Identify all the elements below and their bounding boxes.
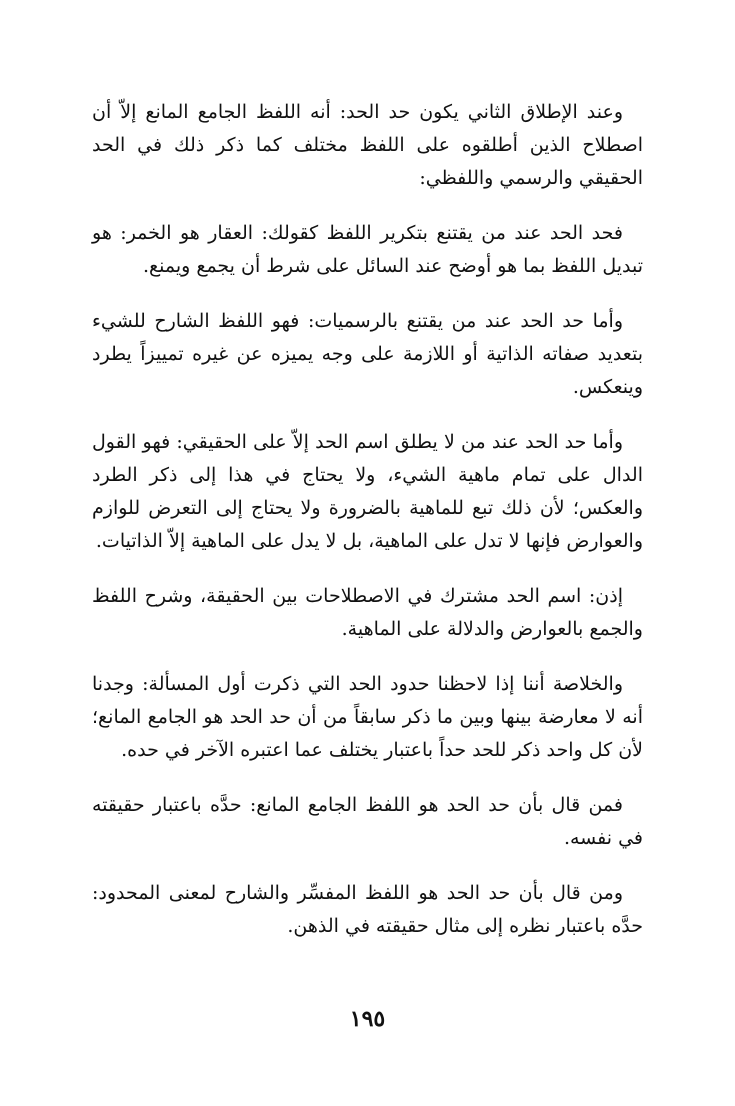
paragraph-8: ومن قال بأن حد الحد هو اللفظ المفسِّر والشارح لمعنى المحدود: حدَّه باعتبار نظره إلى مثال حقيقته في الذهن.	[92, 882, 643, 937]
paragraph-separator	[92, 290, 643, 291]
paragraph-separator	[92, 653, 643, 654]
page-number: ١٩٥	[349, 1006, 386, 1032]
paragraph-4: وأما حد الحد عند من لا يطلق اسم الحد إلاّ على الحقيقي: فهو القول الدال على تمام ماهية الشيء، ولا يحتاج في هذا إلى ذكر الطرد والعكس؛ لأن ذلك تبع للماهية بالضرورة ولا يحتاج إلى التعرض للوازم والعوارض فإنها لا تدل على الماهية، بل لا يدل على الماهية إلاّ الذاتيات.	[92, 431, 643, 552]
paragraph-5: إذن: اسم الحد مشترك في الاصطلاحات بين الحقيقة، وشرح اللفظ والجمع بالعوارض والدلالة على الماهية.	[92, 585, 643, 640]
paragraph-separator	[92, 411, 643, 412]
body-text	[92, 96, 643, 943]
paragraph-6: والخلاصة أننا إذا لاحظنا حدود الحد التي ذكرت أول المسألة: وجدنا أنه لا معارضة بينها وبين ما ذكر سابقاً من أن حد الحد هو الجامع المانع؛ لأن كل واحد ذكر للحد حداً باعتبار يختلف عما اعتبره الآخر في حده.	[92, 673, 643, 761]
paragraph-3: وأما حد الحد عند من يقتنع بالرسميات: فهو اللفظ الشارح للشيء بتعديد صفاته الذاتية أو اللازمة على وجه يميزه عن غيره تمييزاً يطرد وينعكس.	[92, 310, 643, 398]
paragraph-2: فحد الحد عند من يقتنع بتكرير اللفظ كقولك: العقار هو الخمر: هو تبديل اللفظ بما هو أوضح عند السائل على شرط أن يجمع ويمنع.	[92, 222, 643, 277]
paragraph-7: فمن قال بأن حد الحد هو اللفظ الجامع المانع: حدَّه باعتبار حقيقته في نفسه.	[92, 794, 643, 849]
paragraph-separator	[92, 774, 643, 775]
paragraph-separator	[92, 202, 643, 203]
paragraph-separator	[92, 862, 643, 863]
paragraph-separator	[92, 565, 643, 566]
paragraph-1: وعند الإطلاق الثاني يكون حد الحد: أنه اللفظ الجامع المانع إلاّ أن اصطلاح الذين أطلقوه على اللفظ مختلف كما ذكر ذلك في الحد الحقيقي والرسمي واللفظي:	[92, 101, 643, 189]
